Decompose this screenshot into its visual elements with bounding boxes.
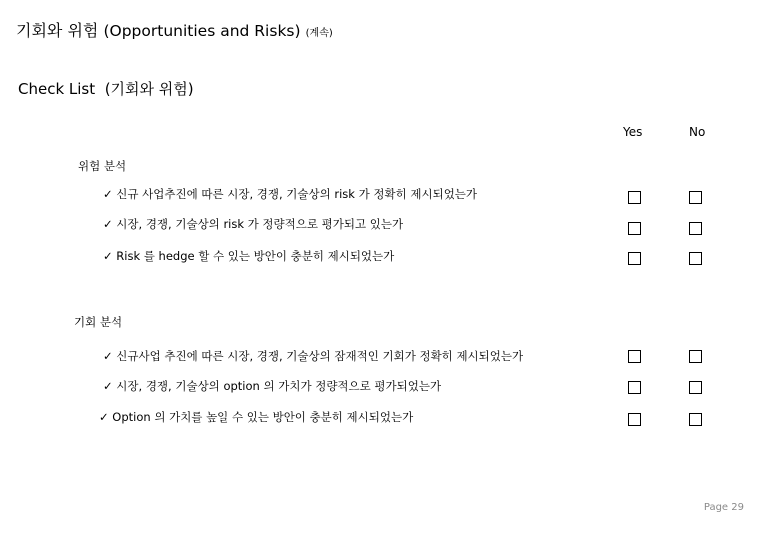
risk-item-1-no-checkbox[interactable] [689,191,702,204]
checklist-subtitle [18,78,194,99]
title-korean: 기회와 위험 [16,21,99,40]
subtitle-english: Check List [18,80,96,98]
page-number: Page 29 [703,502,744,513]
opportunity-item-1-no-checkbox[interactable] [689,350,702,363]
risk-item-2-yes-checkbox[interactable] [628,222,641,235]
opportunity-item-2-yes-checkbox[interactable] [628,381,641,394]
risk-item-3-no-checkbox[interactable] [689,252,702,265]
risk-item-2: ✓ 시장, 경쟁, 기술상의 risk 가 정량적으로 평가되고 있는가 [103,217,404,231]
title-continued: (계속) [305,28,333,39]
no-column-header: No [689,125,706,139]
risk-item-1-yes-checkbox[interactable] [628,191,641,204]
risk-item-3-yes-checkbox[interactable] [628,252,641,265]
page-title [16,18,333,41]
title-english: (Opportunities and Risks) [103,22,301,40]
risk-item-3: ✓ Risk 를 hedge 할 수 있는 방안이 충분히 제시되었는가 [103,249,395,263]
opportunity-item-1-yes-checkbox[interactable] [628,350,641,363]
opportunity-item-2-no-checkbox[interactable] [689,381,702,394]
opportunity-item-2: ✓ 시장, 경쟁, 기술상의 option 의 가치가 정량적으로 평가되었는가 [103,379,442,393]
risk-analysis-heading: 위험 분석 [78,159,127,173]
risk-item-1: ✓ 신규 사업추진에 따른 시장, 경쟁, 기술상의 risk 가 정확히 제시되었는가 [103,187,478,201]
opportunity-analysis-heading: 기회 분석 [74,315,123,329]
opportunity-item-3-no-checkbox[interactable] [689,413,702,426]
subtitle-korean: (기회와 위험) [104,80,194,98]
yes-column-header: Yes [623,125,643,139]
risk-item-2-no-checkbox[interactable] [689,222,702,235]
opportunity-item-3: ✓ Option 의 가치를 높일 수 있는 방안이 충분히 제시되었는가 [99,410,414,424]
opportunity-item-1: ✓ 신규사업 추진에 따른 시장, 경쟁, 기술상의 잠재적인 기회가 정확히 제시되었는가 [103,349,524,363]
opportunity-item-3-yes-checkbox[interactable] [628,413,641,426]
